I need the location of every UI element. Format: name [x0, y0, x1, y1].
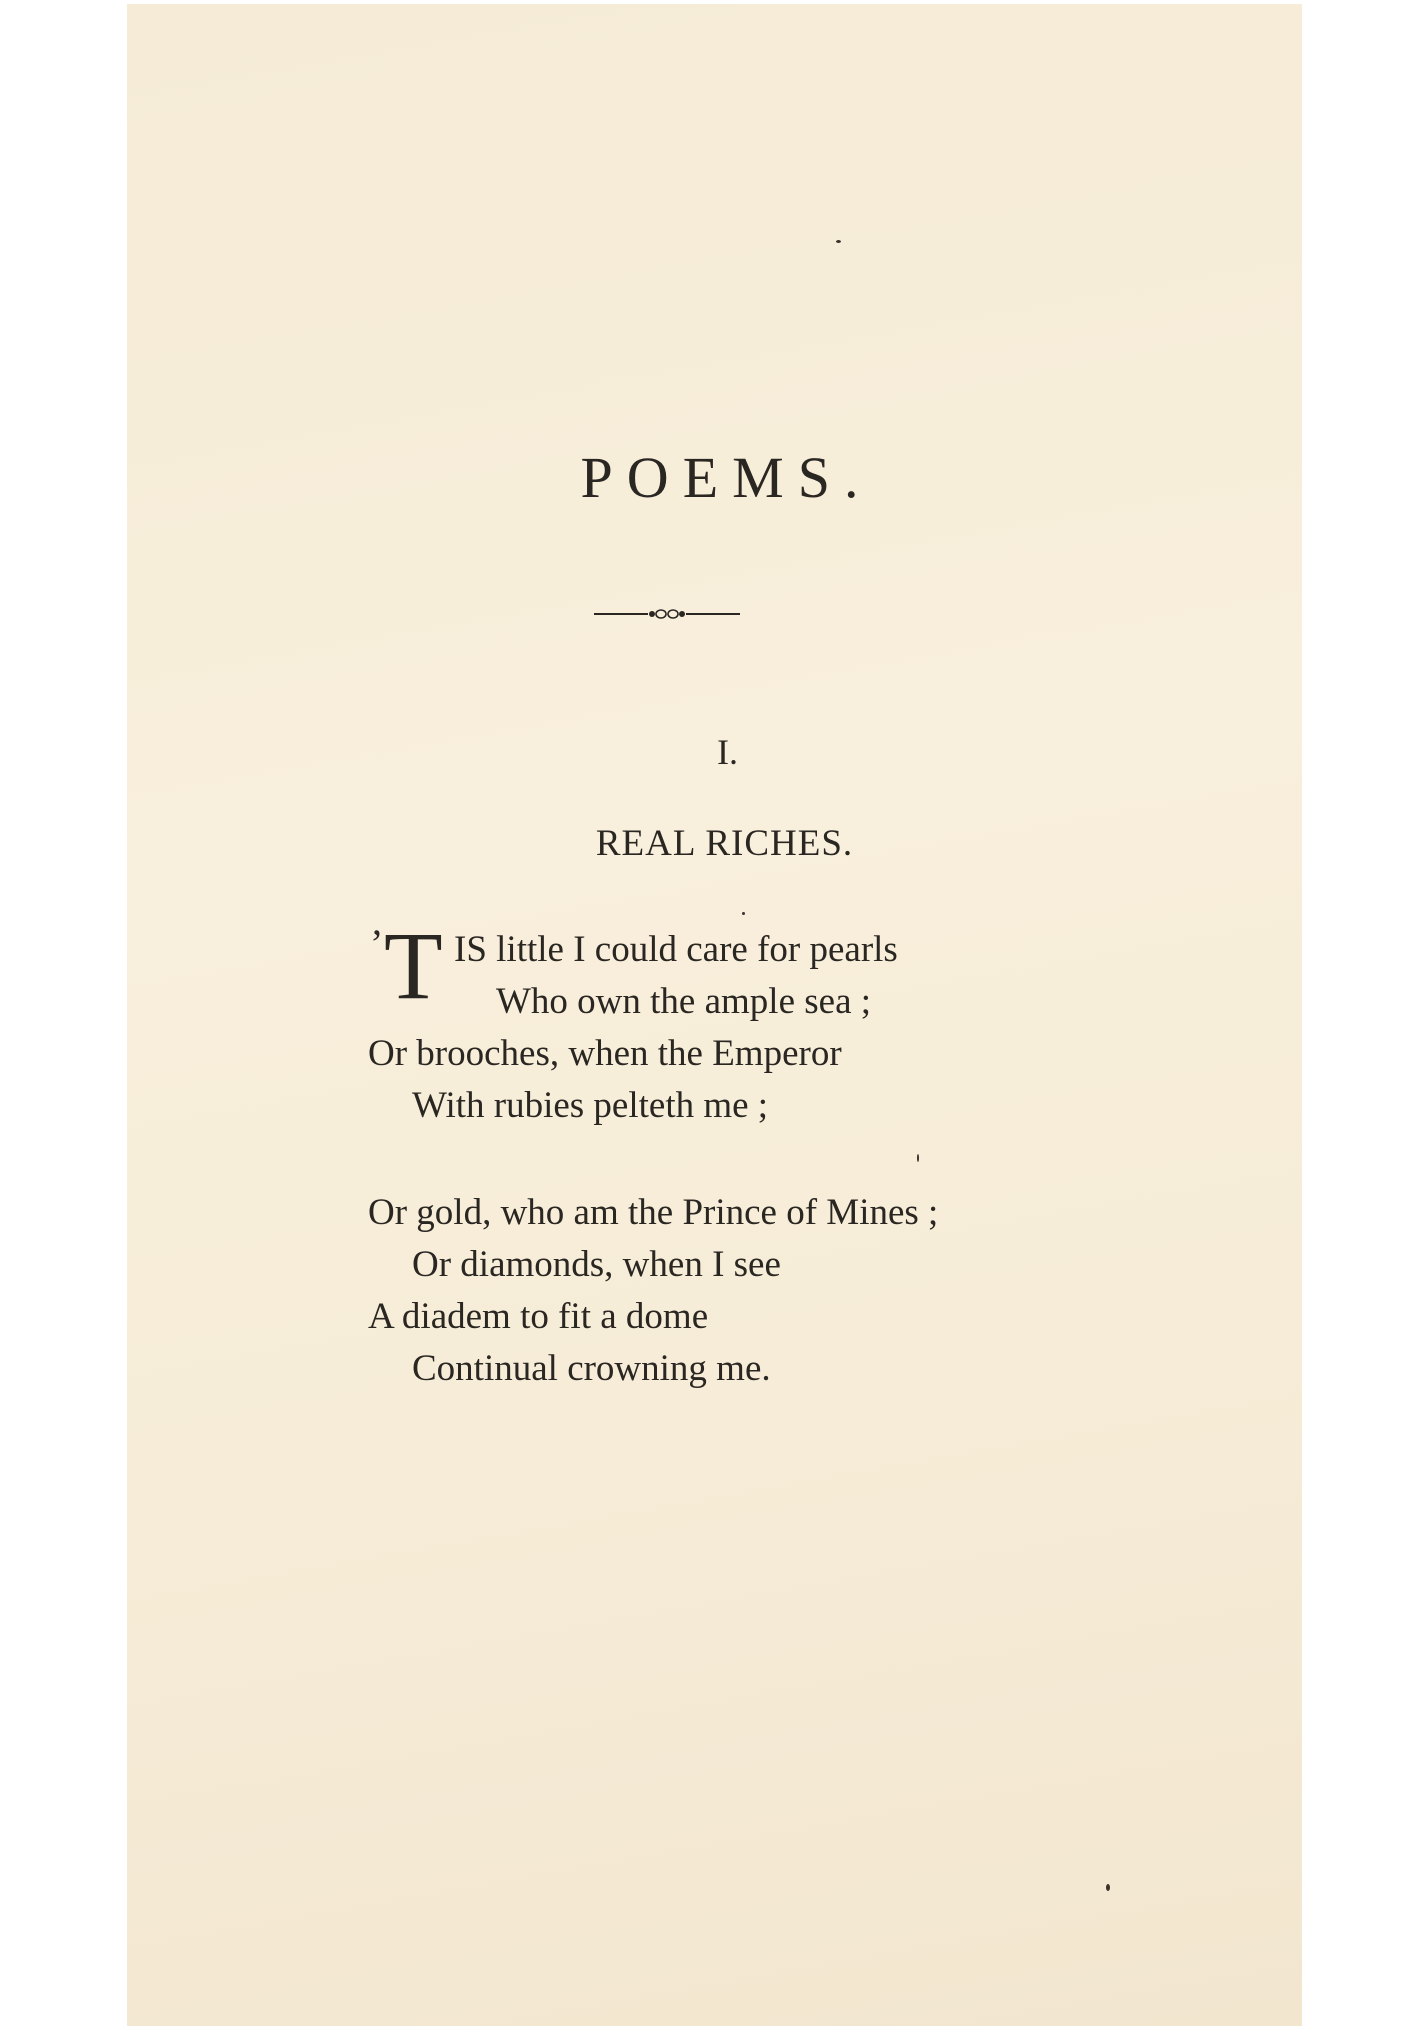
- paper-speck: [836, 240, 841, 243]
- poem-line: Continual crowning me.: [412, 1348, 771, 1389]
- poem-line: A diadem to fit a dome: [368, 1296, 709, 1337]
- poem-line-text: IS little I could care for pearls: [454, 929, 898, 970]
- paper-speck: [742, 912, 745, 915]
- poem-number: I.: [717, 732, 738, 772]
- scroll-ornament-icon: [594, 604, 740, 624]
- poem-line: Or gold, who am the Prince of Mines ;: [368, 1192, 939, 1233]
- page-title: POEMS.: [580, 445, 873, 510]
- drop-cap: T: [384, 912, 443, 1019]
- paper-speck: [1106, 1884, 1110, 1891]
- poem-line: Or diamonds, when I see: [412, 1244, 781, 1285]
- book-page: [127, 4, 1302, 2026]
- poem-line: Or brooches, when the Emperor: [368, 1033, 842, 1074]
- poem-line: With rubies pelteth me ;: [412, 1085, 769, 1126]
- stanza: [368, 912, 1128, 1132]
- stanza: [368, 1187, 1128, 1395]
- poem-title: REAL RICHES.: [595, 823, 854, 864]
- poem-line: Who own the ample sea ;: [496, 981, 872, 1022]
- paper-speck: [917, 1154, 919, 1162]
- drop-cap-apostrophe: ’: [370, 921, 384, 966]
